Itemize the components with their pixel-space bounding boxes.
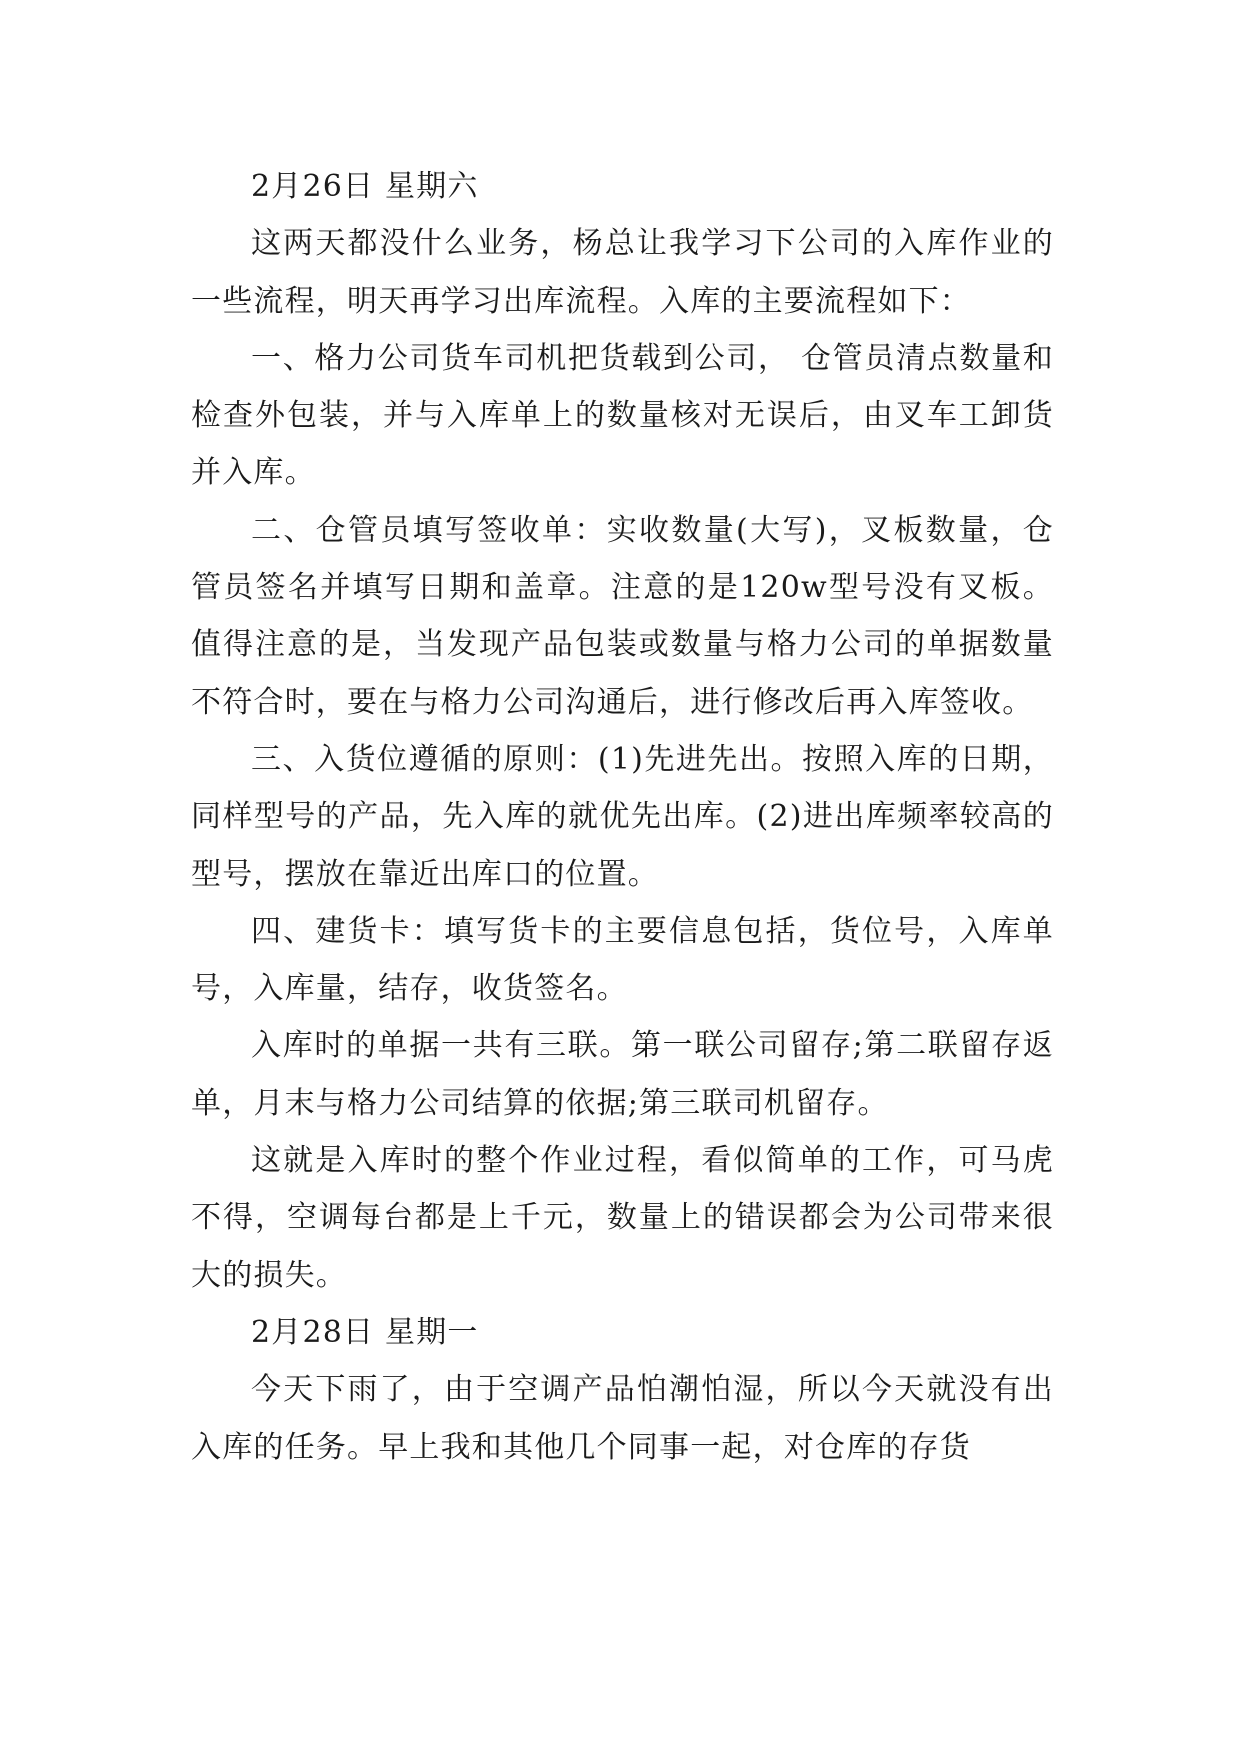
document-body bbox=[191, 158, 1054, 1476]
body-paragraph: 这两天都没什么业务，杨总让我学习下公司的入库作业的一些流程，明天再学习出库流程。入库的主要流程如下： bbox=[191, 226, 1054, 319]
body-paragraph: 三、入货位遵循的原则：(1)先进先出。按照入库的日期，同样型号的产品，先入库的就优先出库。(2)进出库频率较高的型号，摆放在靠近出库口的位置。 bbox=[191, 741, 1054, 892]
body-paragraph: 一、格力公司货车司机把货载到公司， 仓管员清点数量和检查外包装，并与入库单上的数量核对无误后，由叉车工卸货并入库。 bbox=[191, 340, 1054, 491]
body-paragraph: 入库时的单据一共有三联。第一联公司留存;第二联留存返单，月末与格力公司结算的依据;第三联司机留存。 bbox=[191, 1028, 1054, 1121]
body-paragraph: 这就是入库时的整个作业过程，看似简单的工作，可马虎不得，空调每台都是上千元，数量上的错误都会为公司带来很大的损失。 bbox=[191, 1143, 1054, 1293]
body-paragraph: 今天下雨了，由于空调产品怕潮怕湿，所以今天就没有出入库的任务。早上我和其他几个同事一起，对仓库的存货 bbox=[191, 1372, 1054, 1465]
body-paragraph: 四、建货卡：填写货卡的主要信息包括，货位号，入库单号，入库量，结存，收货签名。 bbox=[191, 913, 1054, 1007]
date-heading: 2月28日 星期一 bbox=[251, 1314, 479, 1350]
date-heading: 2月26日 星期六 bbox=[251, 169, 479, 204]
body-paragraph: 二、仓管员填写签收单：实收数量(大写)，叉板数量，仓管员签名并填写日期和盖章。注意的是120w型号没有叉板。值得注意的是，当发现产品包装或数量与格力公司的单据数量不符合时，要在与格力公司沟通后，进行修改后再入库签收。 bbox=[191, 512, 1054, 720]
